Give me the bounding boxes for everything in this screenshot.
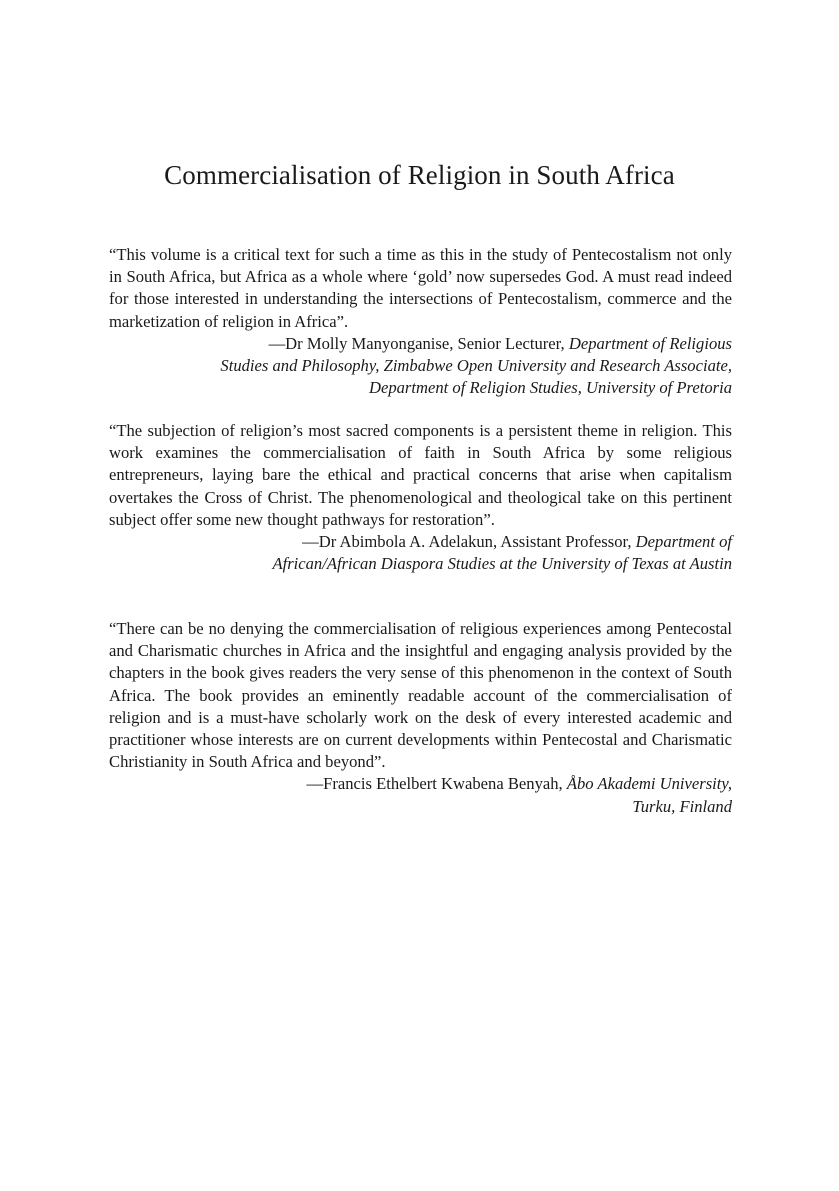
endorsement-affiliation: Turku, Finland <box>632 796 732 816</box>
endorsement-affiliation: Department of Religious <box>568 333 732 353</box>
endorsement-1 <box>109 244 732 399</box>
endorsement-2 <box>109 420 732 575</box>
endorsement-attribution <box>109 773 732 817</box>
page-title: Commercialisation of Religion in South Africa <box>164 160 675 190</box>
endorsement-quote: “This volume is a critical text for such a time as this in the study of Pentecostalism not only in South Africa, but Africa as a whole where ‘gold’ now supersedes God. A must read indeed for those interested in understanding the intersections of Pentecostalism, commerce and the marketization of religion in Africa”. <box>109 245 732 331</box>
endorsement-author: —Dr Abimbola A. Adelakun, Assistant Professor, <box>302 532 632 552</box>
endorsement-affiliation: Department of <box>635 532 732 552</box>
endorsement-affiliation: Åbo Akademi University, <box>566 774 732 794</box>
endorsement-author: —Dr Molly Manyonganise, Senior Lecturer, <box>268 333 565 353</box>
endorsement-3 <box>109 618 732 818</box>
endorsement-quote: “The subjection of religion’s most sacred components is a persistent theme in religion. This work examines the commercialisation of faith in South Africa by some religious entrepreneurs, laying bare the ethical and practical concerns that arise when capitalism overtakes the Cross of Christ. The phenomenological and theological take on this pertinent subject offer some new thought pathways for restoration”. <box>109 421 732 529</box>
endorsement-author: —Francis Ethelbert Kwabena Benyah, <box>306 774 563 794</box>
endorsement-attribution <box>109 333 732 400</box>
endorsement-affiliation: African/African Diaspora Studies at the University of Texas at Austin <box>272 554 732 574</box>
endorsement-attribution <box>109 531 732 575</box>
endorsement-affiliation: Department of Religion Studies, University of Pretoria <box>368 378 732 398</box>
endorsement-quote: “There can be no denying the commercialisation of religious experiences among Pentecostal and Charismatic churches in Africa and the insightful and engaging analysis provided by the chapters in the book gives readers the very sense of this phenomenon in the context of South Africa. The book provides an eminently readable account of the commercialisation of religion and is a must-have scholarly work on the desk of every interested academic and practitioner whose interests are on current developments within Pentecostal and Charismatic Christianity in South Africa and beyond”. <box>109 619 732 772</box>
endorsement-affiliation: Studies and Philosophy, Zimbabwe Open University and Research Associate, <box>220 356 732 376</box>
